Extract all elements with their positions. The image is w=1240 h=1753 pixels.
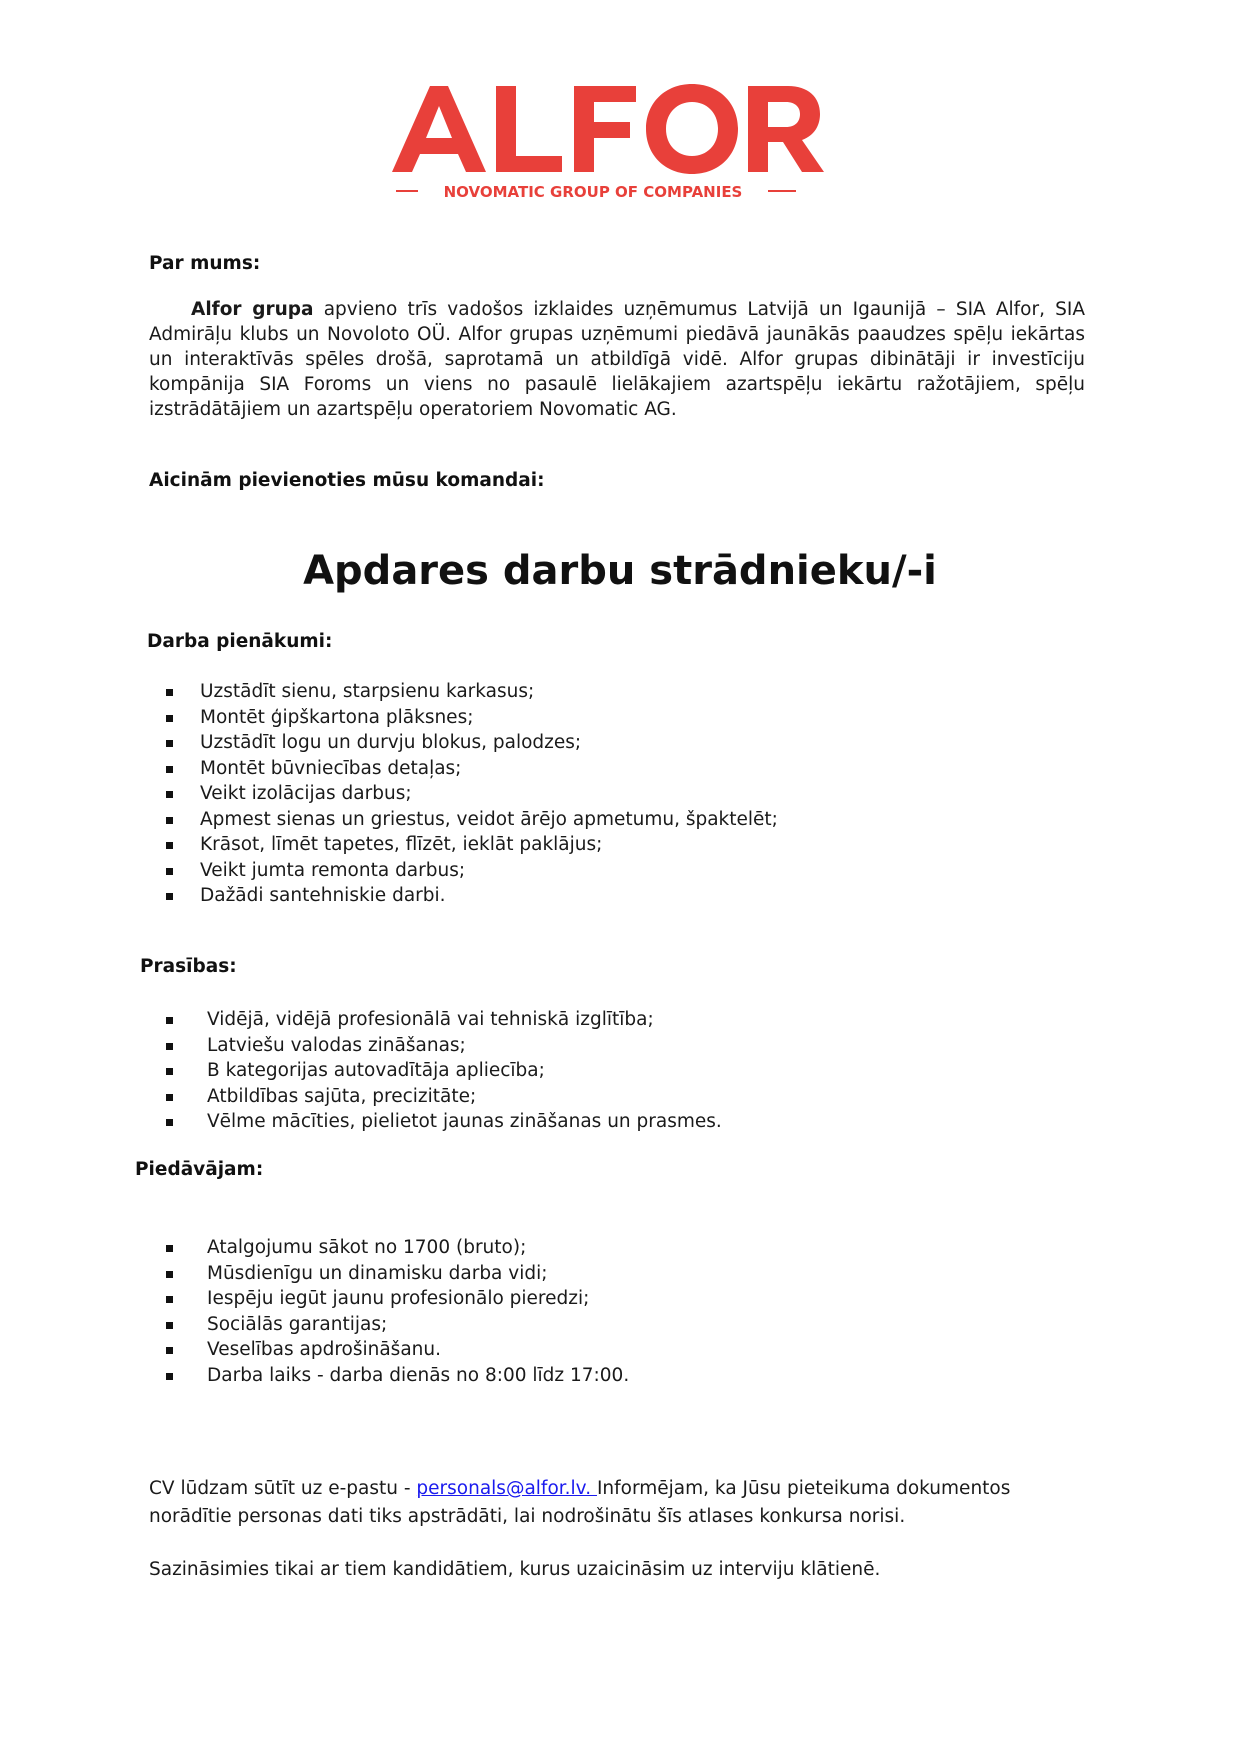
list-item [207,1109,722,1135]
list-item [207,1084,722,1110]
duties-list [200,679,778,909]
list-item [207,1007,722,1033]
list-item [200,781,778,807]
list-item-text: Vēlme mācīties, pielietot jaunas zināšanas un prasmes. [207,1111,722,1132]
bullet-icon [166,817,173,824]
bullet-icon [166,791,173,798]
list-item-text: Krāsot, līmēt tapetes, flīzēt, ieklāt paklājus; [200,834,603,855]
list-item-text: Iespēju iegūt jaunu profesionālo pieredzi; [207,1288,590,1309]
list-item-text: Latviešu valodas zināšanas; [207,1034,466,1056]
list-item [207,1337,629,1363]
invite-heading: Aicinām pievienoties mūsu komandai: [149,470,545,491]
bullet-icon [166,1347,173,1354]
bullet-icon [166,689,173,696]
list-item-text: Veselības apdrošināšanu. [207,1339,441,1360]
list-item-text: Atalgojumu sākot no 1700 (bruto); [207,1237,527,1258]
list-item-text: Sociālās garantijas; [207,1313,388,1335]
list-item-text: Uzstādīt sienu, starpsienu karkasus; [200,681,535,702]
requirements-list [207,1007,722,1135]
list-item [207,1235,629,1261]
list-item-text: Montēt ģipškartona plāksnes; [200,706,474,728]
contact-prefix: CV lūdzam sūtīt uz e-pastu - [149,1478,417,1499]
list-item [200,832,778,858]
contact-suffix: Informējam, ka Jūsu pieteikuma dokumentos [596,1478,1011,1499]
contact-line-1 [149,1475,1010,1503]
list-item [207,1033,722,1059]
list-item-text: Montēt būvniecības detaļas; [200,757,462,779]
about-body: apvieno trīs vadošos izklaides uzņēmumus Latvijā un Igaunijā – SIA Alfor, SIA Admirāļu klubs un Novoloto OÜ. Alfor grupas uzņēmumi piedāvā jaunākās paaudzes spēļu iekārtas un interaktīvās spēles drošā, saprotamā un atbildīgā vidē. Alfor grupas dibinātāji ir investīciju kompānija SIA Foroms un viens no pasaulē lielākajiem azartspēļu iekārtu ražotājiem, spēļu izstrādātājiem un azartspēļu operatoriem Novomatic AG. [149,299,1085,420]
email-link[interactable]: personals@alfor.lv. [416,1478,597,1499]
list-item-text: Apmest sienas un griestus, veidot ārējo apmetumu, špaktelēt; [200,808,778,830]
list-item [207,1286,629,1312]
list-item [207,1058,722,1084]
list-item-text: Mūsdienīgu un dinamisku darba vidi; [207,1262,548,1284]
list-item [200,756,778,782]
bullet-icon [166,1245,173,1252]
bullet-icon [166,1322,173,1329]
offer-list [207,1235,629,1388]
bullet-icon [166,1094,173,1101]
list-item-text: Dažādi santehniskie darbi. [200,885,446,906]
list-item [200,730,778,756]
list-item [200,679,778,705]
bullet-icon [166,715,173,722]
list-item-text: Vidējā, vidējā profesionālā vai tehniskā izglītība; [207,1009,654,1030]
bullet-icon [166,740,173,747]
about-heading: Par mums: [149,253,261,274]
job-title: Apdares darbu strādnieku/-i [303,548,937,594]
alfor-logo [392,80,852,208]
duties-heading: Darba pienākumi: [147,631,333,652]
list-item-text: Veikt jumta remonta darbus; [200,859,466,881]
bullet-icon [166,1068,173,1075]
contact-line-2: norādītie personas dati tiks apstrādāti, lai nodrošinātu šīs atlases konkursa norisi. [149,1506,906,1527]
list-item-text: B kategorijas autovadītāja apliecība; [207,1060,545,1081]
bullet-icon [166,1271,173,1278]
bullet-icon [166,766,173,773]
list-item [207,1363,629,1389]
bullet-icon [166,1043,173,1050]
bullet-icon [166,1017,173,1024]
closing-note: Sazināsimies tikai ar tiem kandidātiem, kurus uzaicināsim uz interviju klātienē. [149,1559,881,1580]
bullet-icon [166,1296,173,1303]
about-paragraph [149,297,1085,422]
offer-heading: Piedāvājam: [135,1159,264,1180]
about-lead: Alfor grupa [191,299,314,320]
bullet-icon [166,1119,173,1126]
list-item [200,705,778,731]
list-item-text: Uzstādīt logu un durvju blokus, palodzes; [200,732,582,753]
list-item [207,1261,629,1287]
contact-block [149,1475,1010,1531]
list-item [200,807,778,833]
bullet-icon [166,1373,173,1380]
logo-tagline: NOVOMATIC GROUP OF COMPANIES [443,183,743,201]
bullet-icon [166,893,173,900]
list-item [200,883,778,909]
bullet-icon [166,842,173,849]
list-item-text: Darba laiks - darba dienās no 8:00 līdz 17:00. [207,1364,630,1386]
list-item [207,1312,629,1338]
bullet-icon [166,868,173,875]
list-item-text: Atbildības sajūta, precizitāte; [207,1085,477,1107]
list-item-text: Veikt izolācijas darbus; [200,783,412,804]
requirements-heading: Prasības: [140,956,237,977]
list-item [200,858,778,884]
